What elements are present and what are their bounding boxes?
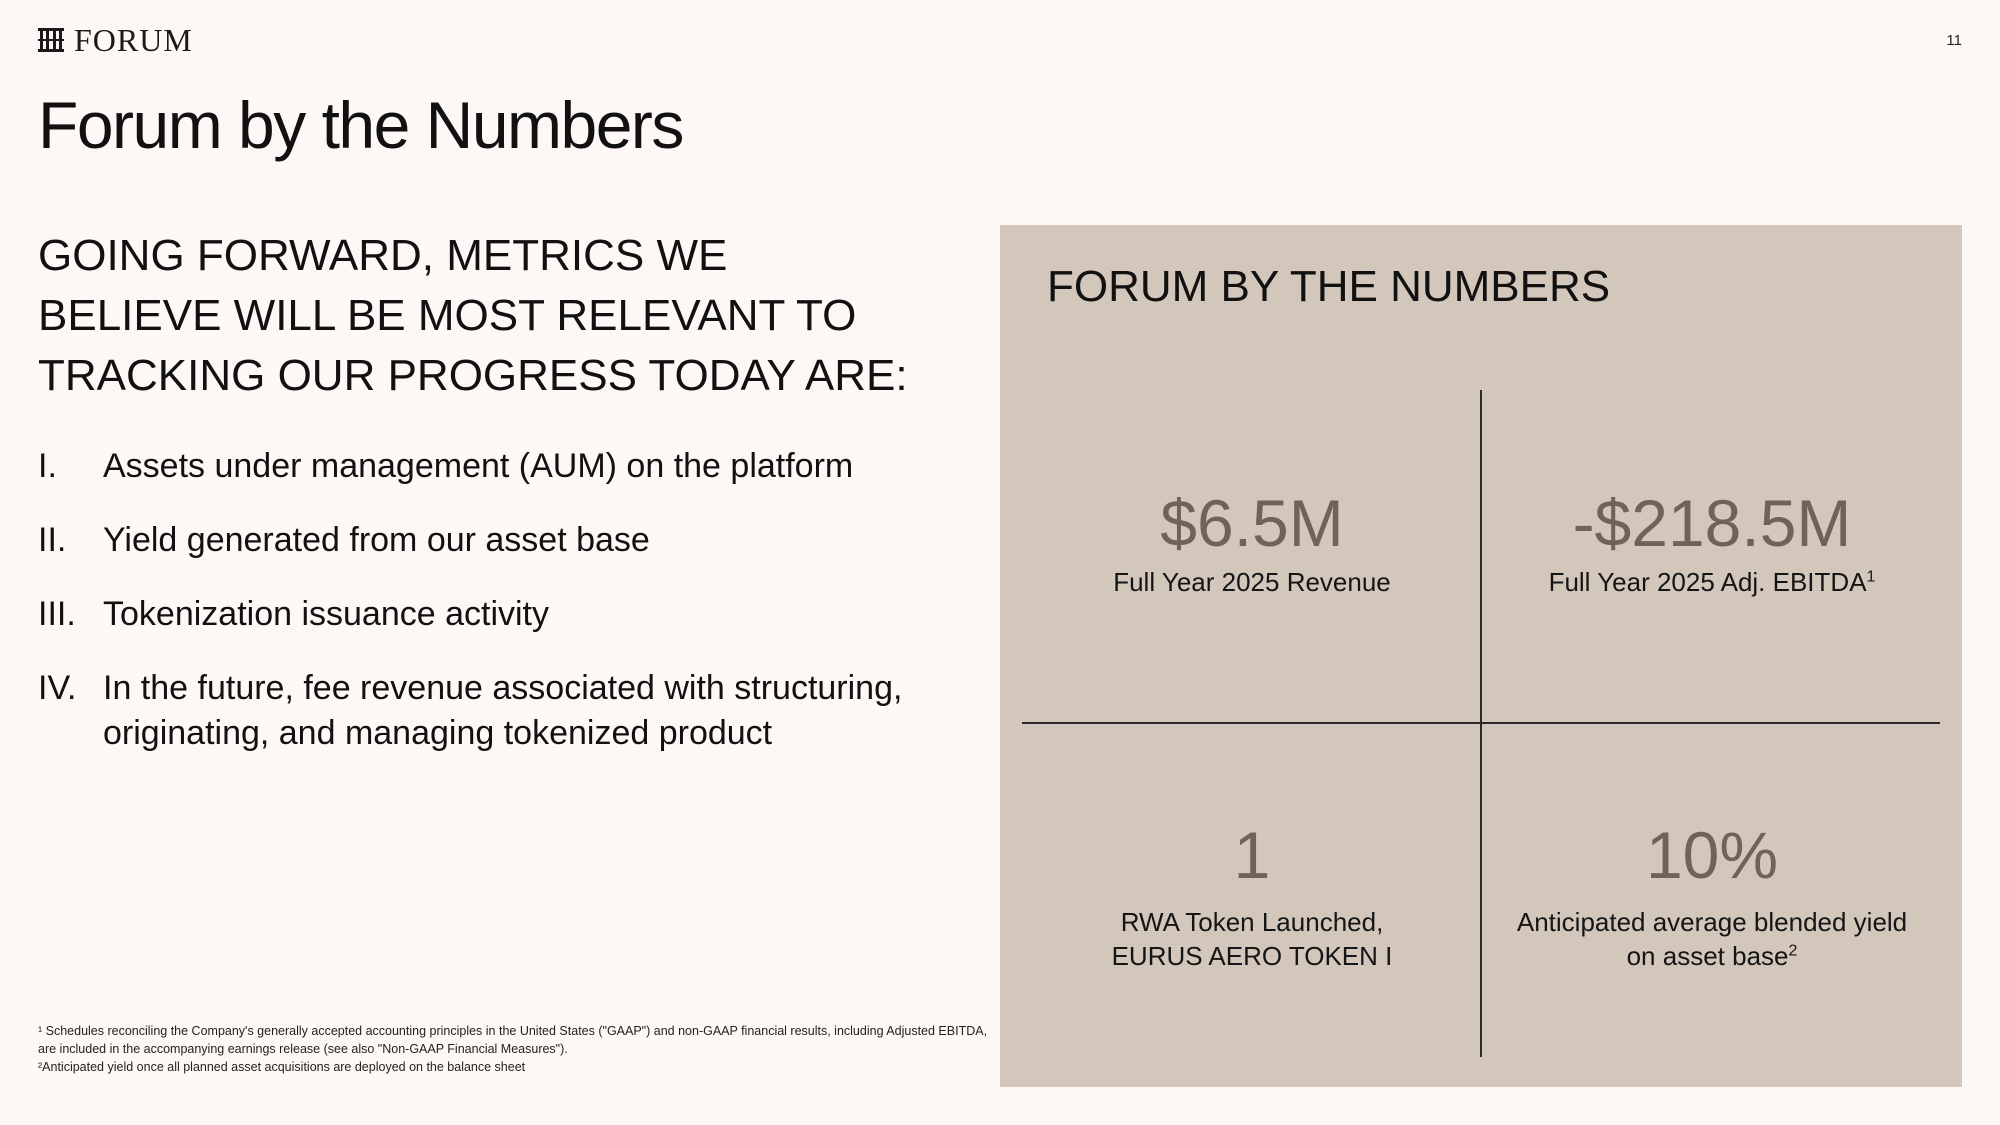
stat-label-text: Full Year 2025 Revenue: [1113, 567, 1391, 597]
stat-revenue: [1022, 483, 1482, 599]
footnote-marker: 2: [1788, 942, 1798, 960]
list-item: [38, 444, 918, 489]
footnote-2: ²Anticipated yield once all planned asset acquisitions are deployed on the balance sheet: [38, 1060, 526, 1074]
list-item-text: In the future, fee revenue associated with structuring, originating, and managing tokenized product: [103, 669, 903, 752]
stat-label-line: RWA Token Launched,: [1120, 907, 1384, 937]
stat-label-text: Full Year 2025 Adj. EBITDA: [1548, 567, 1867, 597]
stat-label-line: [1482, 939, 1942, 973]
panel-title: FORUM BY THE NUMBERS: [1047, 262, 1611, 311]
stat-value: -$218.5M: [1572, 486, 1852, 560]
intro-heading: GOING FORWARD, METRICS WE BELIEVE WILL BE MOST RELEVANT TO TRACKING OUR PROGRESS TODAY ARE:: [38, 231, 908, 400]
stat-label-line: EURUS AERO TOKEN I: [1111, 941, 1393, 971]
list-item-text: Yield generated from our asset base: [103, 521, 650, 559]
horizontal-divider: [1022, 722, 1940, 724]
list-numeral: I.: [38, 447, 57, 485]
forum-logo-icon: [38, 27, 64, 53]
list-numeral: IV.: [38, 669, 77, 707]
list-item-text: Assets under management (AUM) on the platform: [103, 447, 854, 485]
stat-value: 10%: [1645, 818, 1779, 892]
list-numeral: II.: [38, 521, 67, 559]
stat-blended-yield: [1482, 815, 1942, 973]
footnote-marker: 1: [1866, 568, 1876, 586]
stat-value: $6.5M: [1160, 486, 1344, 560]
page-title: Forum by the Numbers: [38, 88, 683, 162]
list-item: [38, 592, 918, 637]
stat-label: [1022, 905, 1482, 973]
footnotes: [38, 1022, 998, 1076]
stat-tokens-launched: [1022, 815, 1482, 973]
footnote-1: ¹ Schedules reconciling the Company's generally accepted accounting principles in the United States ("GAAP") and non-GAAP financial results, including Adjusted EBITDA, are included in the accompanying earnings release (see also "Non-GAAP Financial Measures").: [38, 1024, 988, 1056]
stat-label-text: on asset base: [1626, 941, 1789, 971]
list-item: [38, 666, 918, 756]
stat-label-line: Anticipated average blended yield: [1516, 907, 1908, 937]
stats-panel: [1000, 225, 1962, 1087]
stat-label: [1022, 565, 1482, 599]
list-item: [38, 518, 918, 563]
stat-value: 1: [1233, 818, 1271, 892]
list-item-text: Tokenization issuance activity: [103, 595, 550, 633]
stat-label: [1482, 565, 1942, 599]
stat-label: [1482, 905, 1942, 973]
logo-text: FORUM: [74, 22, 193, 58]
list-numeral: III.: [38, 595, 76, 633]
page-number: 11: [1946, 32, 1962, 49]
forum-logo: [38, 22, 193, 58]
metrics-list: [38, 444, 918, 785]
stat-adj-ebitda: [1482, 483, 1942, 599]
